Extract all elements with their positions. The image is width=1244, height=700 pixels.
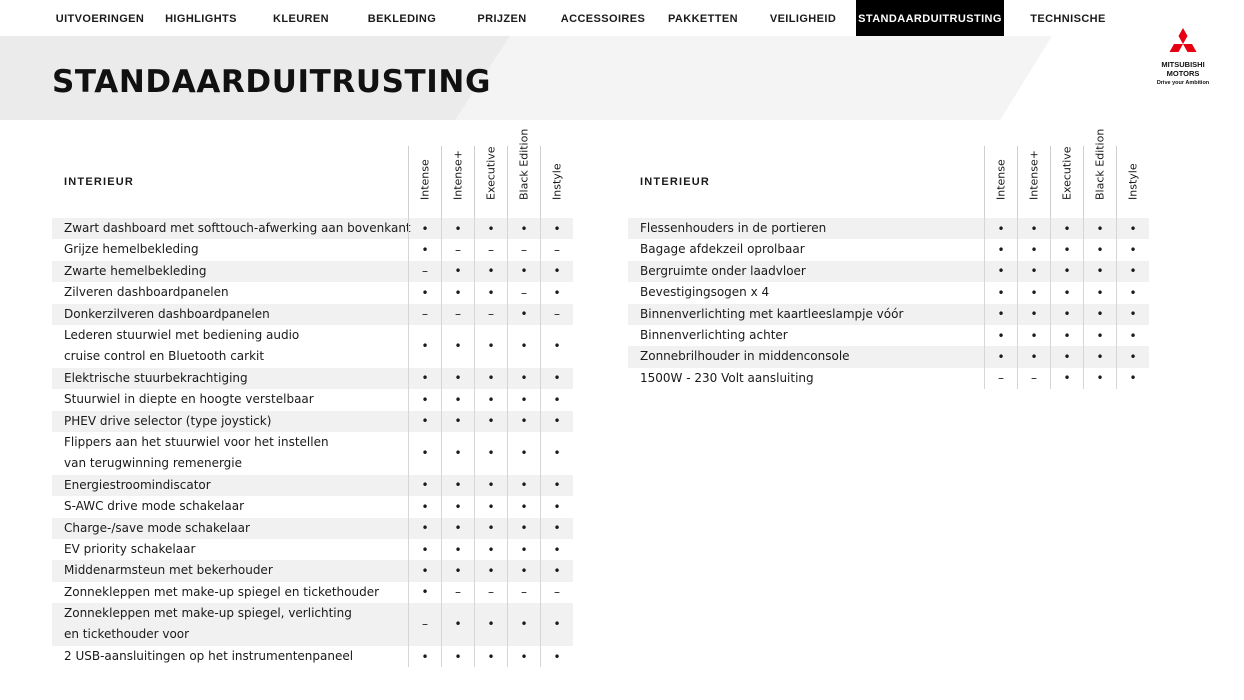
nav-item-pakketten[interactable]: PAKKETTEN — [667, 13, 738, 25]
row-label: en tickethouder voor — [64, 627, 190, 642]
availability-mark: • — [507, 496, 540, 517]
row-label: Binnenverlichting achter — [640, 327, 788, 342]
row-label: Zonnekleppen met make-up spiegel en tickethouder — [64, 584, 380, 599]
column-header-label: Intense — [418, 159, 432, 200]
nav-item-bekleding[interactable]: BEKLEDING — [367, 13, 437, 25]
availability-mark: • — [1116, 304, 1149, 325]
table-row — [52, 496, 573, 517]
availability-mark: • — [1050, 346, 1083, 367]
availability-mark: • — [408, 325, 441, 368]
availability-mark: • — [441, 603, 474, 646]
row-label: Elektrische stuurbekrachtiging — [64, 370, 248, 385]
nav-item-technische-specs[interactable]: TECHNISCHE — [1030, 13, 1106, 25]
availability-mark: • — [408, 582, 441, 603]
column-header-label: Black Edition — [517, 128, 531, 200]
equipment-table-left — [52, 128, 573, 667]
availability-mark: • — [540, 432, 573, 475]
table-header — [628, 128, 1149, 218]
availability-mark: • — [441, 539, 474, 560]
availability-mark: • — [441, 325, 474, 368]
availability-mark: – — [1017, 368, 1050, 389]
availability-mark: • — [984, 304, 1017, 325]
availability-mark: • — [540, 411, 573, 432]
availability-mark: • — [408, 282, 441, 303]
availability-mark: – — [984, 368, 1017, 389]
logo-tagline: Drive your Ambition — [1156, 80, 1210, 86]
row-label: Energiestroomindiscator — [64, 477, 211, 492]
availability-mark: • — [507, 518, 540, 539]
availability-mark: – — [408, 603, 441, 646]
table-row — [628, 218, 1149, 239]
column-header — [540, 146, 573, 218]
availability-mark: • — [984, 325, 1017, 346]
availability-mark: – — [507, 239, 540, 260]
availability-mark: • — [507, 646, 540, 667]
availability-mark: – — [408, 304, 441, 325]
availability-mark: • — [441, 475, 474, 496]
logo-brand-line1: MITSUBISHI — [1161, 60, 1205, 69]
availability-mark: • — [540, 603, 573, 646]
table-row — [52, 368, 573, 389]
column-header-label: Intense+ — [1027, 150, 1041, 200]
row-label: 1500W - 230 Volt aansluiting — [640, 370, 814, 385]
availability-mark: • — [1083, 218, 1116, 239]
availability-mark: • — [441, 411, 474, 432]
availability-mark: • — [540, 496, 573, 517]
availability-mark: • — [1083, 304, 1116, 325]
availability-mark: • — [540, 560, 573, 581]
row-label: Flessenhouders in de portieren — [640, 221, 827, 235]
row-label: EV priority schakelaar — [64, 541, 196, 556]
column-header-label: Instyle — [1126, 163, 1140, 200]
availability-mark: • — [1050, 218, 1083, 239]
row-label: Zonnebrilhouder in middenconsole — [640, 349, 850, 364]
row-label: Flippers aan het stuurwiel voor het instellen — [64, 434, 329, 449]
row-label: van terugwinning remenergie — [64, 456, 243, 471]
availability-mark: • — [1083, 368, 1116, 389]
availability-mark: • — [507, 560, 540, 581]
logo-brand-line2: MOTORS — [1166, 69, 1200, 78]
availability-mark: • — [984, 282, 1017, 303]
row-label: Bagage afdekzeil oprolbaar — [640, 242, 805, 257]
table-row — [628, 239, 1149, 260]
availability-mark: • — [408, 368, 441, 389]
availability-mark: • — [540, 261, 573, 282]
table-row — [52, 389, 573, 410]
availability-mark: • — [984, 346, 1017, 367]
availability-mark: – — [441, 239, 474, 260]
availability-mark: • — [408, 560, 441, 581]
page-title: STANDAARDUITRUSTING — [52, 64, 492, 100]
top-navigation — [0, 0, 1244, 38]
column-header — [1083, 128, 1116, 218]
table-row — [52, 325, 573, 368]
availability-mark: • — [441, 368, 474, 389]
availability-mark: • — [1083, 239, 1116, 260]
table-row — [52, 411, 573, 432]
row-label: Bevestigingsogen x 4 — [640, 285, 770, 300]
availability-mark: • — [1017, 218, 1050, 239]
availability-mark: • — [474, 560, 507, 581]
availability-mark: – — [507, 582, 540, 603]
column-header-label: Black Edition — [1093, 128, 1107, 200]
availability-mark: • — [441, 560, 474, 581]
table-row — [628, 282, 1149, 303]
availability-mark: – — [540, 304, 573, 325]
availability-mark: • — [507, 261, 540, 282]
table-row — [628, 304, 1149, 325]
availability-mark: • — [474, 261, 507, 282]
availability-mark: • — [441, 646, 474, 667]
availability-mark: – — [540, 582, 573, 603]
availability-mark: • — [441, 432, 474, 475]
availability-mark: • — [1116, 239, 1149, 260]
availability-mark: • — [474, 325, 507, 368]
row-label: Donkerzilveren dashboardpanelen — [64, 306, 270, 321]
availability-mark: • — [474, 389, 507, 410]
availability-mark: • — [474, 603, 507, 646]
table-row — [628, 346, 1149, 367]
availability-mark: • — [540, 282, 573, 303]
availability-mark: • — [408, 432, 441, 475]
availability-mark: • — [474, 411, 507, 432]
availability-mark: • — [540, 218, 573, 239]
table-row — [52, 218, 573, 239]
availability-mark: • — [507, 304, 540, 325]
table-row — [52, 261, 573, 282]
availability-mark: • — [507, 432, 540, 475]
availability-mark: • — [1083, 325, 1116, 346]
row-label: Lederen stuurwiel met bediening audio — [64, 327, 300, 342]
availability-mark: • — [507, 368, 540, 389]
availability-mark: • — [441, 282, 474, 303]
column-header — [441, 146, 474, 218]
nav-item-highlights[interactable]: HIGHLIGHTS — [165, 13, 237, 25]
availability-mark: • — [441, 261, 474, 282]
availability-mark: • — [408, 518, 441, 539]
availability-mark: • — [474, 432, 507, 475]
availability-mark: • — [408, 496, 441, 517]
column-header-label: Instyle — [550, 163, 564, 200]
availability-mark: • — [474, 539, 507, 560]
row-label: Zilveren dashboardpanelen — [64, 285, 229, 300]
availability-mark: • — [984, 239, 1017, 260]
availability-mark: • — [1017, 325, 1050, 346]
row-label: Zwart dashboard met softtouch-afwerking aan bovenkant — [64, 221, 411, 235]
availability-mark: • — [1050, 368, 1083, 389]
column-header — [1050, 146, 1083, 218]
row-label: Grijze hemelbekleding — [64, 242, 199, 257]
availability-mark: • — [1050, 282, 1083, 303]
availability-mark: • — [441, 518, 474, 539]
table-header — [52, 128, 573, 218]
table-row — [52, 646, 573, 667]
column-header-label: Executive — [1060, 146, 1074, 200]
availability-mark: • — [540, 368, 573, 389]
availability-mark: • — [507, 325, 540, 368]
column-header — [474, 146, 507, 218]
table-row — [52, 603, 573, 646]
column-header — [984, 146, 1017, 218]
availability-mark: • — [474, 282, 507, 303]
row-label: Middenarmsteun met bekerhouder — [64, 563, 273, 578]
availability-mark: • — [1083, 261, 1116, 282]
availability-mark: • — [441, 496, 474, 517]
availability-mark: • — [984, 218, 1017, 239]
availability-mark: – — [441, 304, 474, 325]
availability-mark: • — [474, 496, 507, 517]
row-label: Charge-/save mode schakelaar — [64, 520, 250, 535]
table-row — [628, 368, 1149, 389]
column-header — [1116, 146, 1149, 218]
availability-mark: • — [474, 518, 507, 539]
availability-mark: – — [408, 261, 441, 282]
availability-mark: • — [408, 475, 441, 496]
availability-mark: • — [1050, 325, 1083, 346]
availability-mark: • — [1116, 346, 1149, 367]
availability-mark: • — [1017, 304, 1050, 325]
row-label: PHEV drive selector (type joystick) — [64, 413, 272, 428]
table-row — [52, 560, 573, 581]
availability-mark: • — [1017, 346, 1050, 367]
availability-mark: • — [1050, 239, 1083, 260]
availability-mark: • — [474, 475, 507, 496]
availability-mark: – — [540, 239, 573, 260]
row-label: S-AWC drive mode schakelaar — [64, 499, 245, 514]
column-header — [408, 146, 441, 218]
availability-mark: • — [984, 261, 1017, 282]
row-label: Binnenverlichting met kaartleeslampje vóór — [640, 306, 904, 321]
table-row — [52, 282, 573, 303]
availability-mark: • — [1017, 261, 1050, 282]
availability-mark: • — [1116, 368, 1149, 389]
table-row — [52, 304, 573, 325]
availability-mark: • — [441, 218, 474, 239]
availability-mark: • — [1017, 282, 1050, 303]
table-row — [52, 582, 573, 603]
row-label: cruise control en Bluetooth carkit — [64, 349, 265, 364]
table-row — [52, 518, 573, 539]
availability-mark: • — [1083, 282, 1116, 303]
row-label: Bergruimte onder laadvloer — [640, 263, 806, 278]
nav-item-uitvoeringen[interactable]: UITVOERINGEN — [55, 13, 145, 25]
availability-mark: • — [1017, 239, 1050, 260]
availability-mark: • — [540, 389, 573, 410]
availability-mark: • — [507, 389, 540, 410]
availability-mark: • — [540, 646, 573, 667]
availability-mark: • — [1116, 218, 1149, 239]
availability-mark: • — [540, 475, 573, 496]
row-label: 2 USB-aansluitingen op het instrumentenpaneel — [64, 648, 354, 663]
availability-mark: • — [540, 539, 573, 560]
table-row — [628, 325, 1149, 346]
three-diamonds-icon — [1165, 28, 1201, 60]
row-label: Stuurwiel in diepte en hoogte verstelbaar — [64, 392, 314, 407]
availability-mark: • — [408, 539, 441, 560]
availability-mark: – — [474, 304, 507, 325]
availability-mark: – — [441, 582, 474, 603]
nav-item-standaarduitrusting[interactable]: STANDAARDUITRUSTING — [856, 0, 1004, 38]
availability-mark: • — [408, 646, 441, 667]
availability-mark: • — [1083, 346, 1116, 367]
availability-mark: • — [507, 218, 540, 239]
availability-mark: • — [507, 475, 540, 496]
availability-mark: • — [540, 518, 573, 539]
availability-mark: • — [408, 218, 441, 239]
table-row — [628, 261, 1149, 282]
availability-mark: • — [408, 389, 441, 410]
table-row — [52, 239, 573, 260]
row-label: Zwarte hemelbekleding — [64, 263, 207, 278]
availability-mark: • — [507, 603, 540, 646]
table-row — [52, 475, 573, 496]
nav-item-veiligheid[interactable]: VEILIGHEID — [769, 13, 837, 25]
availability-mark: • — [474, 218, 507, 239]
column-header — [1017, 146, 1050, 218]
availability-mark: – — [507, 282, 540, 303]
availability-mark: • — [507, 539, 540, 560]
column-header-label: Intense — [994, 159, 1008, 200]
availability-mark: – — [474, 582, 507, 603]
availability-mark: • — [1116, 261, 1149, 282]
row-label: Zonnekleppen met make-up spiegel, verlichting — [64, 606, 352, 621]
availability-mark: • — [1050, 304, 1083, 325]
nav-item-prijzen[interactable]: PRIJZEN — [477, 13, 527, 25]
section-label: INTERIEUR — [640, 176, 711, 188]
availability-mark: • — [1116, 325, 1149, 346]
availability-mark: • — [408, 239, 441, 260]
nav-item-kleuren[interactable]: KLEUREN — [273, 13, 329, 25]
column-header-label: Intense+ — [451, 150, 465, 200]
equipment-table-right — [628, 128, 1149, 389]
mitsubishi-logo[interactable] — [1148, 28, 1218, 90]
availability-mark: • — [1050, 261, 1083, 282]
table-row — [52, 432, 573, 475]
availability-mark: • — [474, 646, 507, 667]
availability-mark: – — [474, 239, 507, 260]
availability-mark: • — [1116, 282, 1149, 303]
table-row — [52, 539, 573, 560]
availability-mark: • — [441, 389, 474, 410]
column-header — [507, 128, 540, 218]
section-label: INTERIEUR — [64, 176, 135, 188]
availability-mark: • — [507, 411, 540, 432]
page-header-banner — [0, 36, 1244, 120]
availability-mark: • — [408, 411, 441, 432]
availability-mark: • — [540, 325, 573, 368]
availability-mark: • — [474, 368, 507, 389]
nav-item-accessoires[interactable]: ACCESSOIRES — [560, 13, 646, 25]
column-header-label: Executive — [484, 146, 498, 200]
